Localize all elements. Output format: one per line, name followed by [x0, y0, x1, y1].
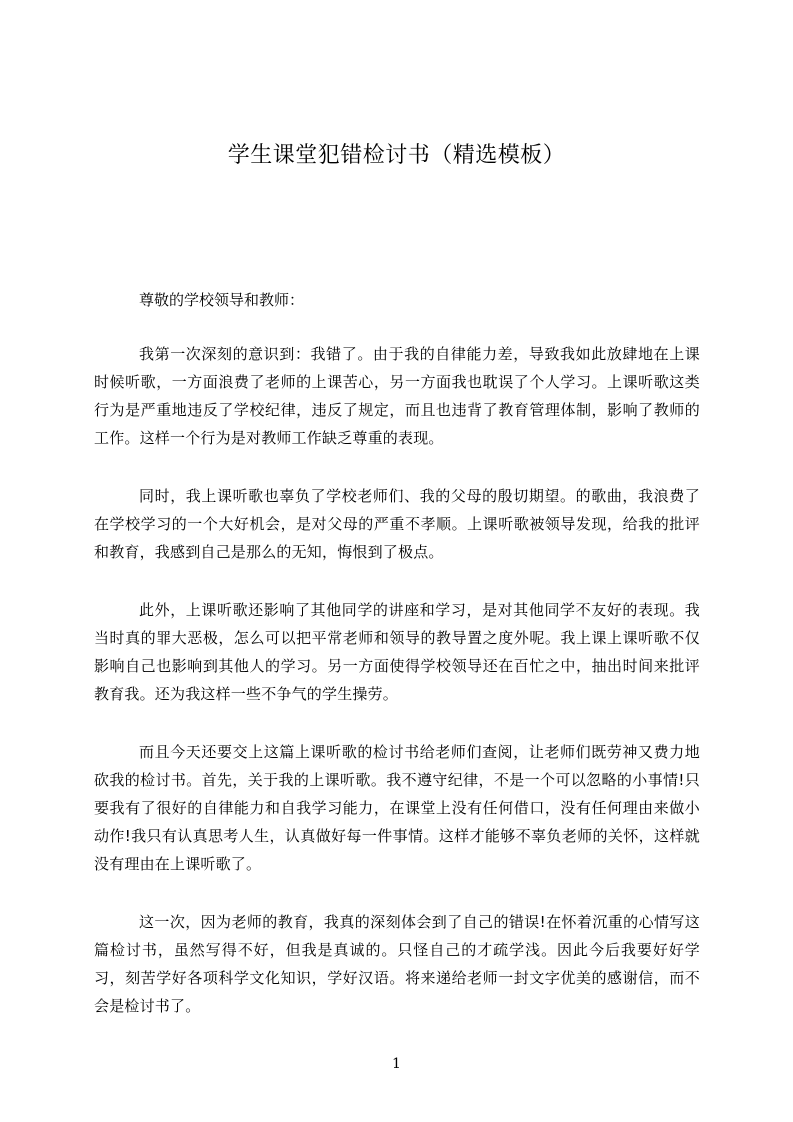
page-number: 1: [392, 1056, 401, 1072]
page-title: 学生课堂犯错检讨书（精选模板）: [227, 143, 566, 168]
paragraph: 而且今天还要交上这篇上课听歌的检讨书给老师们查阅，让老师们既劳神又费力地砍我的检讨书。首先，关于我的上课听歌。我不遵守纪律，不是一个可以忽略的小事情!只要我有了很好的自律能力和自我学习能力，在课堂上没有任何借口，没有任何理由来做小动作!我只有认真思考人生，认真做好每一件事情。这样才能够不辜负老师的关怀，这样就没有理由在上课听歌了。: [94, 743, 700, 873]
salutation: 尊敬的学校领导和教师：: [139, 291, 305, 309]
paragraph: 这一次，因为老师的教育，我真的深刻体会到了自己的错误!在怀着沉重的心情写这篇检讨书，虽然写得不好，但我是真诚的。只怪自己的才疏学浅。因此今后我要好好学习，刻苦学好各项科学文化知识，学好汉语。将来递给老师一封文字优美的感谢信，而不会是检讨书了。: [94, 913, 700, 1015]
paragraph: 此外，上课听歌还影响了其他同学的讲座和学习，是对其他同学不友好的表现。我当时真的罪大恶极，怎么可以把平常老师和领导的教导置之度外呢。我上课上课听歌不仅影响自己也影响到其他人的学习。另一方面使得学校领导还在百忙之中，抽出时间来批评教育我。还为我这样一些不争气的学生操劳。: [94, 601, 700, 703]
paragraph: 我第一次深刻的意识到：我错了。由于我的自律能力差，导致我如此放肆地在上课时候听歌，一方面浪费了老师的上课苦心，另一方面我也耽误了个人学习。上课听歌这类行为是严重地违反了学校纪律，违反了规定，而且也违背了教育管理体制，影响了教师的工作。这样一个行为是对教师工作缺乏尊重的表现。: [94, 345, 700, 447]
document-body: [94, 340, 700, 1050]
paragraph: 同时，我上课听歌也辜负了学校老师们、我的父母的殷切期望。的歌曲，我浪费了在学校学习的一个大好机会，是对父母的严重不孝顺。上课听歌被领导发现，给我的批评和教育，我感到自己是那么的无知，悔恨到了极点。: [94, 487, 700, 561]
